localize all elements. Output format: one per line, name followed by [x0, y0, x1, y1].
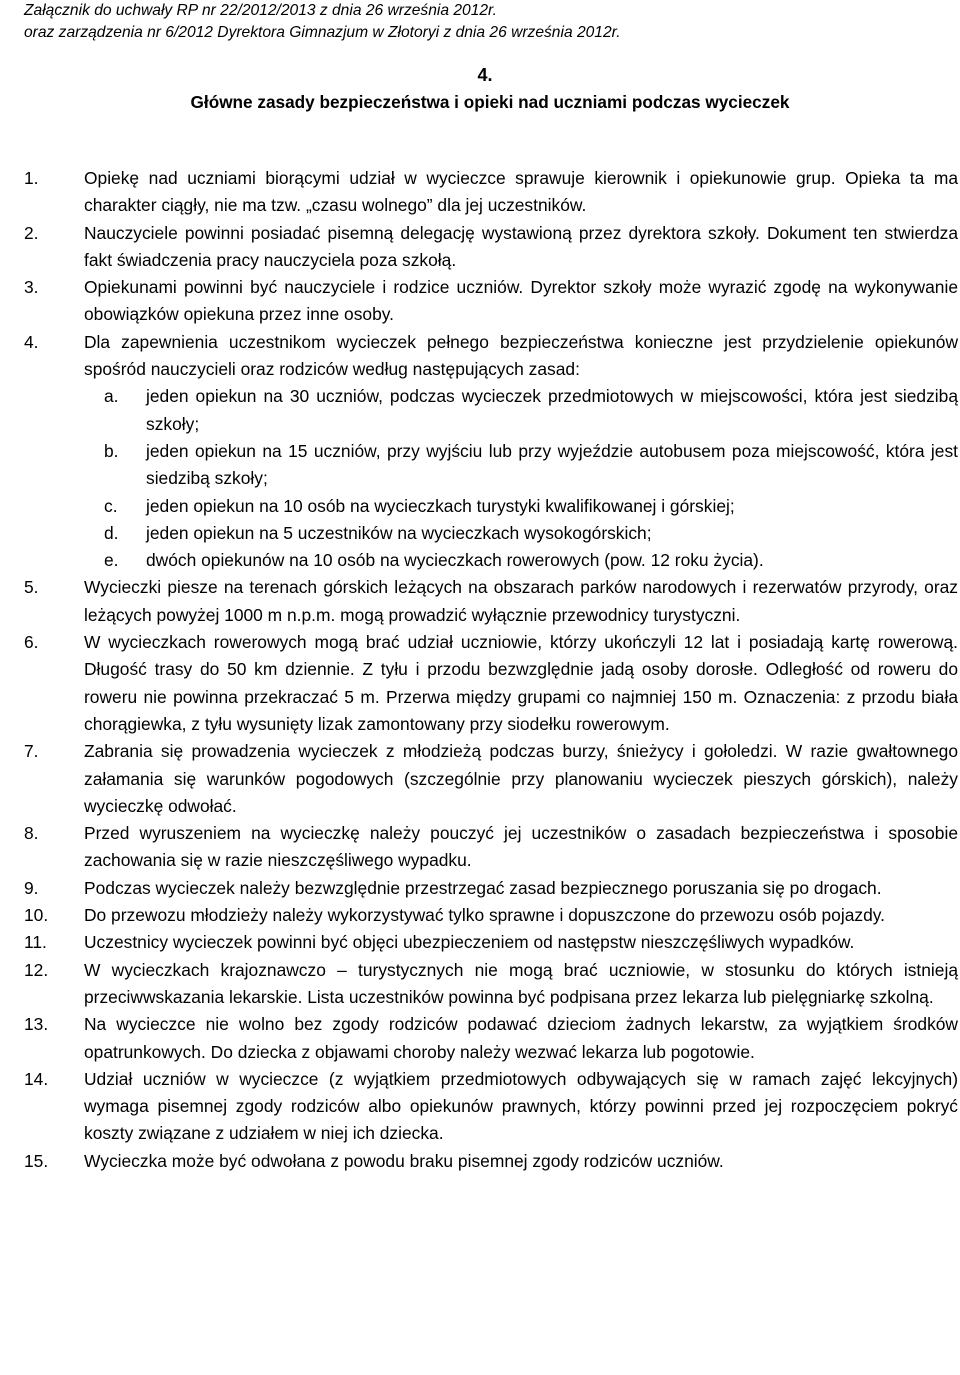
sublist-text: jeden opiekun na 5 uczestników na wycieczkach wysokogórskich;: [146, 522, 652, 543]
rule-item: [24, 929, 958, 956]
document-header: [24, 0, 621, 44]
rule-number: 3.: [24, 277, 39, 298]
sublist-item: [84, 547, 958, 574]
rule-text: Podczas wycieczek należy bezwzględnie przestrzegać zasad bezpiecznego poruszania się po drogach.: [84, 877, 882, 898]
rule-number: 15.: [24, 1150, 49, 1171]
rule-number: 5.: [24, 577, 39, 598]
rule-number: 7.: [24, 741, 39, 762]
document-title: Główne zasady bezpieczeństwa i opieki nad uczniami podczas wycieczek: [190, 92, 790, 112]
rule-item: [24, 902, 958, 929]
rule-item: [24, 1011, 958, 1066]
rule-item: [24, 738, 958, 820]
sublist-letter: d.: [104, 522, 119, 543]
rule-text: Na wycieczce nie wolno bez zgody rodziców podawać dzieciom żadnych lekarstw, za wyjątkiem środków opatrunkowych. Do dziecka z objawami choroby należy wezwać lekarza lub pogotowie.: [84, 1014, 958, 1062]
sublist-item: [84, 438, 958, 493]
rule-number: 13.: [24, 1014, 49, 1035]
rule-item: [24, 1066, 958, 1148]
rule-text: Do przewozu młodzieży należy wykorzystywać tylko sprawne i dopuszczone do przewozu osób pojazdy.: [84, 905, 885, 926]
rule-number: 9.: [24, 877, 39, 898]
rule-number: 8.: [24, 823, 39, 844]
rule-text: Opiekę nad uczniami biorącymi udział w wycieczce sprawuje kierownik i opiekunowie grup. Opieka ta ma charakter ciągły, nie ma tzw. „czasu wolnego” dla jej uczestników.: [84, 168, 958, 216]
rule-number: 10.: [24, 905, 49, 926]
rule-text: Opiekunami powinni być nauczyciele i rodzice uczniów. Dyrektor szkoły może wyrazić zgodę na wykonywanie obowiązków opiekuna przez inne osoby.: [84, 277, 958, 325]
section-number: 4.: [477, 65, 493, 85]
rule-body: [84, 329, 958, 575]
rule-item: [24, 165, 958, 220]
header-line-2: oraz zarządzenia nr 6/2012 Dyrektora Gimnazjum w Złotoryi z dnia 26 września 2012r.: [24, 24, 621, 41]
rule-text: Przed wyruszeniem na wycieczkę należy pouczyć jej uczestników o zasadach bezpieczeństwa i sposobie zachowania się w razie nieszczęśliwego wypadku.: [84, 823, 958, 871]
rule-text: Udział uczniów w wycieczce (z wyjątkiem przedmiotowych odbywających się w ramach zajęć lekcyjnych) wymaga pisemnej zgody rodziców albo opiekunów prawnych, którzy powinni przed jej rozpoczęciem pokryć koszty związane z udziałem w niej ich dziecka.: [84, 1068, 958, 1144]
rule-number: 14.: [24, 1068, 49, 1089]
rule-item: [24, 274, 958, 329]
rule-text: Zabrania się prowadzenia wycieczek z młodzieżą podczas burzy, śnieżycy i gołoledzi. W razie gwałtownego załamania się warunków pogodowych (szczególnie przy planowaniu wycieczek pieszych górskich), należy wycieczkę odwołać.: [84, 741, 958, 816]
sublist-item: [84, 383, 958, 438]
rule-item: [24, 629, 958, 738]
rule-item: [24, 574, 958, 629]
rule-number: 2.: [24, 222, 39, 243]
rule-text: W wycieczkach rowerowych mogą brać udział uczniowie, którzy ukończyli 12 lat i posiadają kartę rowerową. Długość trasy do 50 km dziennie. Z tyłu i przodu bezwzględnie jadą osoby dorosłe. Odległość od roweru do roweru nie powinna przekraczać 5 m. Przerwa między grupami co najmniej 150 m. Oznaczenia: z przodu biała chorągiewka, z tyłu wysunięty lizak zamontowany przy siodełku rowerowym.: [84, 632, 958, 734]
rule-item: [24, 220, 958, 275]
rule-number: 11.: [24, 932, 47, 953]
sublist-letter: c.: [104, 495, 118, 516]
sublist-item: [84, 520, 958, 547]
rule-item: [24, 820, 958, 875]
rule-text: Nauczyciele powinni posiadać pisemną delegację wystawioną przez dyrektora szkoły. Dokument ten stwierdza fakt świadczenia pracy nauczyciela poza szkołą.: [84, 222, 958, 270]
rule-number: 1.: [24, 168, 39, 188]
rule-text: W wycieczkach krajoznawczo – turystycznych nie mogą brać uczniowie, w stosunku do których istnieją przeciwwskazania lekarskie. Lista uczestników powinna być podpisana przez lekarza lub pielęgniarkę szkolną.: [84, 959, 958, 1007]
rules-list: [24, 165, 958, 1175]
sublist-item: [84, 493, 958, 520]
rule-item: [24, 329, 958, 575]
rule-item: [24, 1148, 958, 1175]
rule-item: [24, 957, 958, 1012]
sublist-text: jeden opiekun na 15 uczniów, przy wyjściu lub przy wyjeździe autobusem poza miejscowość, która jest siedzibą szkoły;: [146, 440, 958, 489]
rule-text: Wycieczka może być odwołana z powodu braku pisemnej zgody rodziców uczniów.: [84, 1150, 724, 1171]
rule-text: Dla zapewnienia uczestnikom wycieczek pełnego bezpieczeństwa konieczne jest przydzielenie opiekunów spośród nauczycieli oraz rodziców według następujących zasad:: [84, 331, 958, 380]
sublist-text: jeden opiekun na 10 osób na wycieczkach turystyki kwalifikowanej i górskiej;: [146, 495, 735, 516]
sublist-letter: a.: [104, 386, 119, 407]
sublist-text: jeden opiekun na 30 uczniów, podczas wycieczek przedmiotowych w miejscowości, która jest siedzibą szkoły;: [146, 386, 958, 434]
rule-number: 4.: [24, 331, 39, 352]
rule-item: [24, 875, 958, 902]
rule-number: 12.: [24, 959, 49, 980]
sublist-letter: e.: [104, 550, 119, 571]
rule-number: 6.: [24, 632, 39, 653]
rule-text: Wycieczki piesze na terenach górskich leżących na obszarach parków narodowych i rezerwatów przyrody, oraz leżących powyżej 1000 m n.p.m. mogą prowadzić wyłącznie przewodnicy turystyczni.: [84, 577, 958, 625]
sublist-text: dwóch opiekunów na 10 osób na wycieczkach rowerowych (pow. 12 roku życia).: [146, 550, 764, 571]
sublist-letter: b.: [104, 440, 119, 461]
rule-text: Uczestnicy wycieczek powinni być objęci ubezpieczeniem od następstw nieszczęśliwych wypadków.: [84, 932, 855, 953]
header-line-1: Załącznik do uchwały RP nr 22/2012/2013 z dnia 26 września 2012r.: [24, 2, 497, 19]
allocation-sublist: [84, 383, 958, 574]
